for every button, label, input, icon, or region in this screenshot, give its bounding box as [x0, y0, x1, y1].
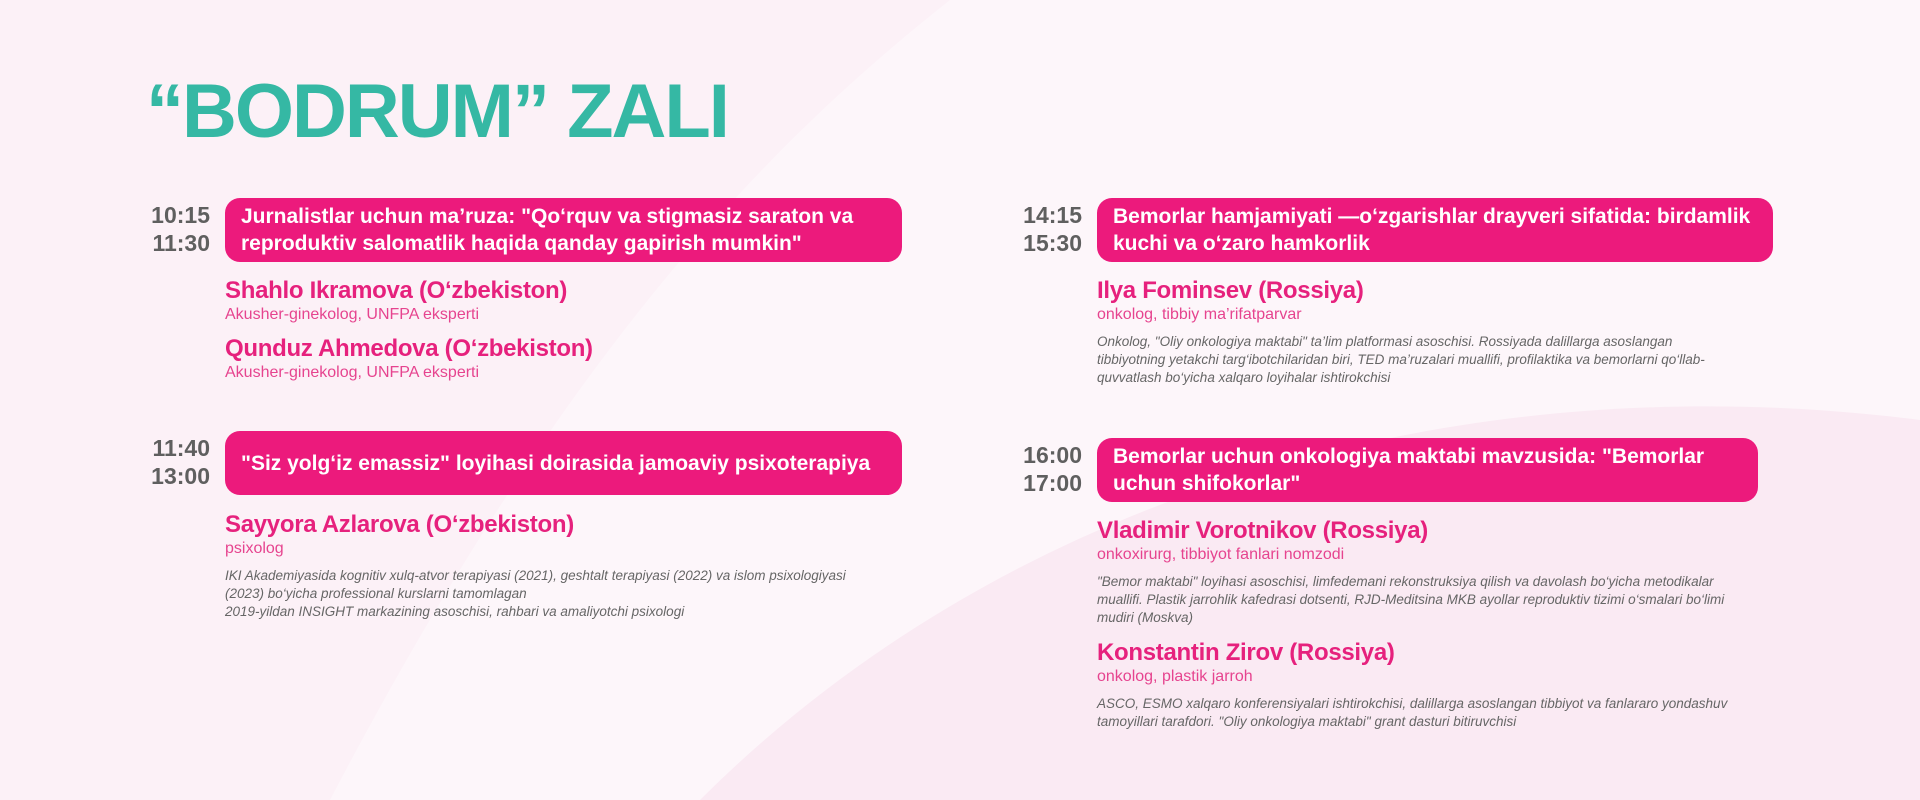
speaker-bio-line: ASCO, ESMO xalqaro konferensiyalari ishtirokchisi, dalillarga asoslangan tibbiyot va fanlararo yondashuv tamoyillari tarafdori. "Oliy onkologiya maktabi" grant dasturi bitiruvchisi — [1097, 696, 1728, 729]
speaker-bio — [1097, 333, 1737, 387]
speaker-role: Akusher-ginekolog, UNFPA eksperti — [225, 364, 480, 381]
end-time: 11:30 — [152, 230, 210, 256]
speaker-list — [1097, 517, 1747, 745]
start-time: 14:15 — [1023, 202, 1082, 228]
speaker-bio — [1097, 573, 1747, 627]
speaker-list — [225, 511, 885, 635]
speaker — [1097, 277, 1737, 387]
session-time — [146, 434, 210, 490]
end-time: 13:00 — [151, 463, 210, 489]
speaker — [1097, 639, 1747, 731]
speaker-role: Akusher-ginekolog, UNFPA eksperti — [225, 306, 480, 323]
speaker-name: Ilya Fominsev (Rossiya) — [1097, 277, 1364, 304]
speaker-bio-line: "Bemor maktabi" loyihasi asoschisi, limfedemani rekonstruksiya qilish va davolash bo‘yicha metodikalar muallifi. Plastik jarrohlik kafedrasi dotsenti, RJD-Meditsina MKB ayollar reproduktiv tizimi o‘smalari bo‘limi mudiri (Moskva) — [1097, 574, 1725, 625]
start-time: 10:15 — [151, 202, 210, 228]
hall-title: “BODRUM” ZALI — [146, 69, 728, 154]
session-2 — [146, 431, 902, 631]
speaker-list — [1097, 277, 1737, 401]
speaker — [225, 335, 865, 383]
session-1 — [146, 198, 902, 398]
speaker — [1097, 517, 1747, 627]
speaker-bio — [225, 567, 885, 621]
speaker-bio-line: 2019-yildan INSIGHT markazining asoschisi, rahbari va amaliyotchi psixologi — [225, 604, 685, 619]
start-time: 16:00 — [1023, 442, 1082, 468]
speaker — [225, 511, 885, 621]
end-time: 17:00 — [1023, 470, 1082, 496]
session-3 — [1018, 198, 1778, 398]
session-title: "Siz yolg‘iz emassiz" loyihasi doirasida jamoaviy psixoterapiya — [225, 431, 902, 495]
speaker-bio-line: IKI Akademiyasida kognitiv xulq-atvor terapiyasi (2021), geshtalt terapiyasi (2022) va islom psixologiyasi (2023) bo‘yicha professional kurslarni tamomlagan — [225, 568, 846, 601]
start-time: 11:40 — [152, 435, 210, 461]
session-time — [146, 201, 210, 257]
session-4 — [1018, 438, 1778, 738]
speaker-bio-line: Onkolog, "Oliy onkologiya maktabi" ta’lim platformasi asoschisi. Rossiyada dalillarga asoslangan tibbiyotning yetakchi targ‘ibotchilaridan biri, TED ma’ruzalari muallifi, profilaktika va bemorlarni qo‘llab-quvvatlash bo‘yicha xalqaro loyihalar ishtirokchisi — [1097, 334, 1705, 385]
speaker-role: psixolog — [225, 540, 284, 557]
speaker-role: onkolog, tibbiy ma’rifatparvar — [1097, 306, 1302, 323]
session-title: Bemorlar hamjamiyati —o‘zgarishlar drayveri sifatida: birdamlik kuchi va o‘zaro hamkorlik — [1097, 198, 1773, 262]
speaker-name: Konstantin Zirov (Rossiya) — [1097, 639, 1395, 666]
speaker-name: Qunduz Ahmedova (O‘zbekiston) — [225, 335, 593, 362]
speaker-name: Sayyora Azlarova (O‘zbekiston) — [225, 511, 574, 538]
session-title: Jurnalistlar uchun ma’ruza: "Qo‘rquv va stigmasiz saraton va reproduktiv salomatlik haqida qanday gapirish mumkin" — [225, 198, 902, 262]
end-time: 15:30 — [1023, 230, 1082, 256]
session-title: Bemorlar uchun onkologiya maktabi mavzusida: "Bemorlar uchun shifokorlar" — [1097, 438, 1758, 502]
speaker-role: onkoxirurg, tibbiyot fanlari nomzodi — [1097, 546, 1345, 563]
speaker-name: Vladimir Vorotnikov (Rossiya) — [1097, 517, 1428, 544]
speaker-bio — [1097, 695, 1747, 731]
speaker — [225, 277, 865, 325]
speaker-name: Shahlo Ikramova (O‘zbekiston) — [225, 277, 568, 304]
speaker-list — [225, 277, 865, 397]
session-time — [1018, 201, 1082, 257]
speaker-role: onkolog, plastik jarroh — [1097, 668, 1253, 685]
session-time — [1018, 441, 1082, 497]
